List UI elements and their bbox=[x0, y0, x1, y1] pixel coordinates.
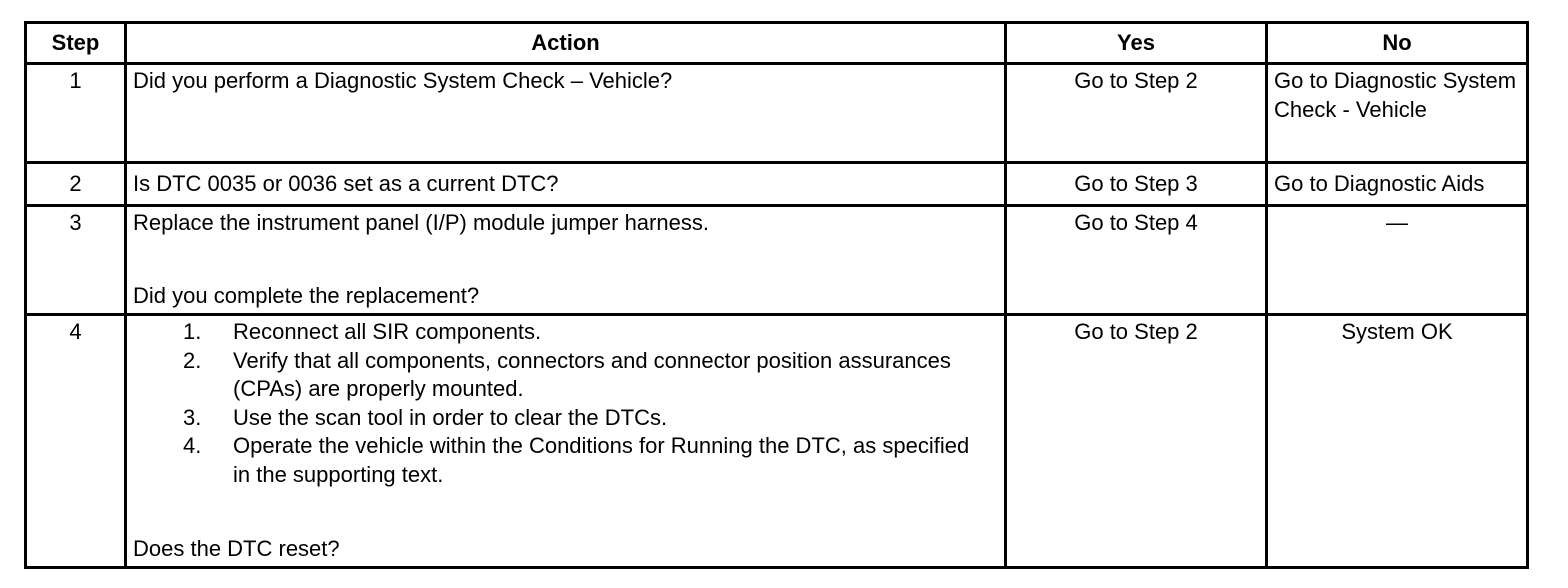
action-cell bbox=[126, 206, 1006, 315]
action-question: Does the DTC reset? bbox=[133, 536, 340, 562]
list-item bbox=[133, 432, 998, 489]
no-result: System OK bbox=[1267, 315, 1528, 568]
substep-list bbox=[133, 318, 998, 490]
list-item bbox=[133, 404, 998, 433]
action-cell bbox=[126, 315, 1006, 568]
substep-number: 3. bbox=[183, 404, 202, 430]
list-item bbox=[133, 347, 998, 404]
header-row bbox=[26, 23, 1528, 64]
action-text: Did you perform a Diagnostic System Check – Vehicle? bbox=[126, 64, 1006, 163]
list-item bbox=[133, 318, 998, 347]
action-text: Is DTC 0035 or 0036 set as a current DTC? bbox=[126, 163, 1006, 206]
yes-result: Go to Step 2 bbox=[1006, 315, 1267, 568]
no-result: — bbox=[1267, 206, 1528, 315]
table-row bbox=[26, 206, 1528, 315]
yes-result: Go to Step 4 bbox=[1006, 206, 1267, 315]
no-result: Go to Diagnostic System Check - Vehicle bbox=[1267, 64, 1528, 163]
header-yes: Yes bbox=[1006, 23, 1267, 64]
table-row bbox=[26, 64, 1528, 163]
step-number: 3 bbox=[26, 206, 126, 315]
diagnostic-table bbox=[24, 21, 1529, 569]
no-result: Go to Diagnostic Aids bbox=[1267, 163, 1528, 206]
header-action: Action bbox=[126, 23, 1006, 64]
substep-number: 1. bbox=[183, 319, 202, 344]
substep-text: Verify that all components, connectors and connector position assurances (CPAs) are properly mounted. bbox=[233, 347, 951, 402]
substep-number: 2. bbox=[183, 347, 202, 373]
action-stack bbox=[133, 209, 998, 311]
table-row bbox=[26, 315, 1528, 568]
table-row bbox=[26, 163, 1528, 206]
yes-result: Go to Step 2 bbox=[1006, 64, 1267, 163]
yes-result: Go to Step 3 bbox=[1006, 163, 1267, 206]
action-stack bbox=[133, 318, 998, 564]
substep-text: Reconnect all SIR components. bbox=[233, 319, 542, 344]
substep-text: Use the scan tool in order to clear the DTCs. bbox=[233, 404, 668, 430]
step-number: 1 bbox=[26, 64, 126, 163]
substep-text: Operate the vehicle within the Conditions for Running the DTC, as specified in the supporting text. bbox=[233, 433, 970, 487]
action-question: Did you complete the replacement? bbox=[133, 283, 480, 309]
step-number: 2 bbox=[26, 163, 126, 206]
step-number: 4 bbox=[26, 315, 126, 568]
header-step: Step bbox=[26, 23, 126, 64]
action-intro: Replace the instrument panel (I/P) module jumper harness. bbox=[133, 210, 709, 235]
substep-number: 4. bbox=[183, 433, 202, 459]
header-no: No bbox=[1267, 23, 1528, 64]
